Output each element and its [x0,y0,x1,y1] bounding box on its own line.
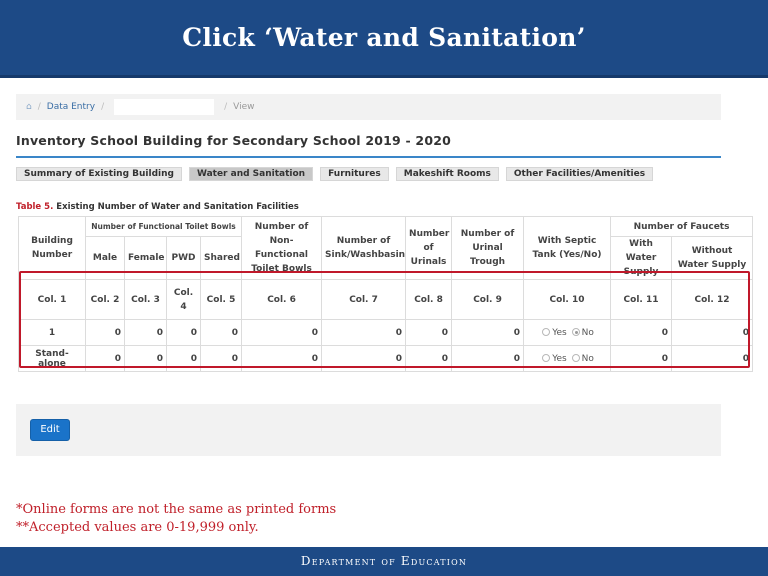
tab-other-facilities[interactable]: Other Facilities/Amenities [506,167,653,181]
pwd-cell: 0 [167,346,201,372]
header-sink-washbasin: Number of Sink/Washbasin [322,217,406,280]
female-cell: 0 [125,320,167,346]
urinals-cell: 0 [406,320,452,346]
table-row [19,346,753,372]
column-number: Col. 12 [672,280,753,320]
breadcrumb-separator: / [101,102,105,112]
building-number-cell: 1 [19,320,86,346]
column-number: Col. 4 [167,280,201,320]
septic-yes-label: Yes [552,327,567,338]
header-septic-tank: With Septic Tank (Yes/No) [524,217,611,280]
sink-cell: 0 [322,320,406,346]
septic-yes-label: Yes [552,353,567,364]
septic-no-label: No [581,327,594,338]
column-number-row [19,280,753,320]
header-pwd: PWD [167,237,201,280]
table-caption [16,202,299,212]
header-without-water-supply: Without Water Supply [672,237,753,280]
tab-summary-existing-building[interactable]: Summary of Existing Building [16,167,182,181]
water-sanitation-table-wrapper [18,216,752,372]
note-online-forms: *Online forms are not the same as printed forms [16,502,337,517]
title-divider [16,156,721,158]
column-number: Col. 11 [611,280,672,320]
male-cell: 0 [86,320,125,346]
male-cell: 0 [86,346,125,372]
header-urinal-trough: Number of Urinal Trough [452,217,524,280]
urinal-trough-cell: 0 [452,346,524,372]
breadcrumb-separator: / [224,102,228,112]
table-row [19,320,753,346]
urinals-cell: 0 [406,346,452,372]
septic-tank-cell [524,346,611,372]
header-male: Male [86,237,125,280]
column-number: Col. 10 [524,280,611,320]
column-number: Col. 9 [452,280,524,320]
shared-cell: 0 [201,320,242,346]
breadcrumb-data-entry[interactable]: Data Entry [46,102,96,112]
header-urinals: Number of Urinals [406,217,452,280]
column-number: Col. 7 [322,280,406,320]
breadcrumb-separator: / [37,102,41,112]
sink-cell: 0 [322,346,406,372]
septic-no-radio[interactable] [572,354,580,362]
page-title: Inventory School Building for Secondary School 2019 - 2020 [16,133,452,148]
column-number: Col. 6 [242,280,322,320]
septic-tank-cell [524,320,611,346]
column-number: Col. 2 [86,280,125,320]
tab-makeshift-rooms[interactable]: Makeshift Rooms [396,167,499,181]
footer-banner [0,547,768,576]
banner-title: Click ‘Water and Sanitation’ [182,23,586,52]
breadcrumb [16,94,721,120]
column-number: Col. 8 [406,280,452,320]
septic-yes-radio[interactable] [542,354,550,362]
shared-cell: 0 [201,346,242,372]
header-shared: Shared [201,237,242,280]
header-number-of-faucets: Number of Faucets [611,217,753,237]
edit-button[interactable]: Edit [30,419,70,441]
edit-panel [16,404,721,456]
header-with-water-supply: With Water Supply [611,237,672,280]
table-caption-text: Existing Number of Water and Sanitation Facilities [56,202,299,212]
column-number: Col. 3 [125,280,167,320]
urinal-trough-cell: 0 [452,320,524,346]
without-water-cell: 0 [672,346,753,372]
non-functional-cell: 0 [242,320,322,346]
footer-text: Department of Education [300,554,468,568]
table-number: Table 5. [16,202,54,212]
with-water-cell: 0 [611,346,672,372]
column-number: Col. 1 [19,280,86,320]
breadcrumb-redacted [114,99,214,115]
pwd-cell: 0 [167,320,201,346]
female-cell: 0 [125,346,167,372]
column-number: Col. 5 [201,280,242,320]
septic-yes-radio[interactable] [542,328,550,336]
home-icon[interactable]: ⌂ [26,102,32,112]
building-number-cell: Stand-alone [19,346,86,372]
non-functional-cell: 0 [242,346,322,372]
with-water-cell: 0 [611,320,672,346]
header-banner [0,0,768,78]
septic-no-label: No [581,353,594,364]
breadcrumb-view: View [233,102,255,112]
tab-bar [16,167,653,181]
water-sanitation-table [18,216,753,372]
header-building-number: Building Number [19,217,86,280]
without-water-cell: 0 [672,320,753,346]
note-accepted-values: **Accepted values are 0-19,999 only. [16,520,259,535]
septic-no-radio[interactable] [572,328,580,336]
header-female: Female [125,237,167,280]
tab-furnitures[interactable]: Furnitures [320,167,389,181]
header-non-functional-toilet-bowls: Number of Non-Functional Toilet Bowls [242,217,322,280]
header-functional-toilet-bowls: Number of Functional Toilet Bowls [86,217,242,237]
tab-water-and-sanitation[interactable]: Water and Sanitation [189,167,313,181]
